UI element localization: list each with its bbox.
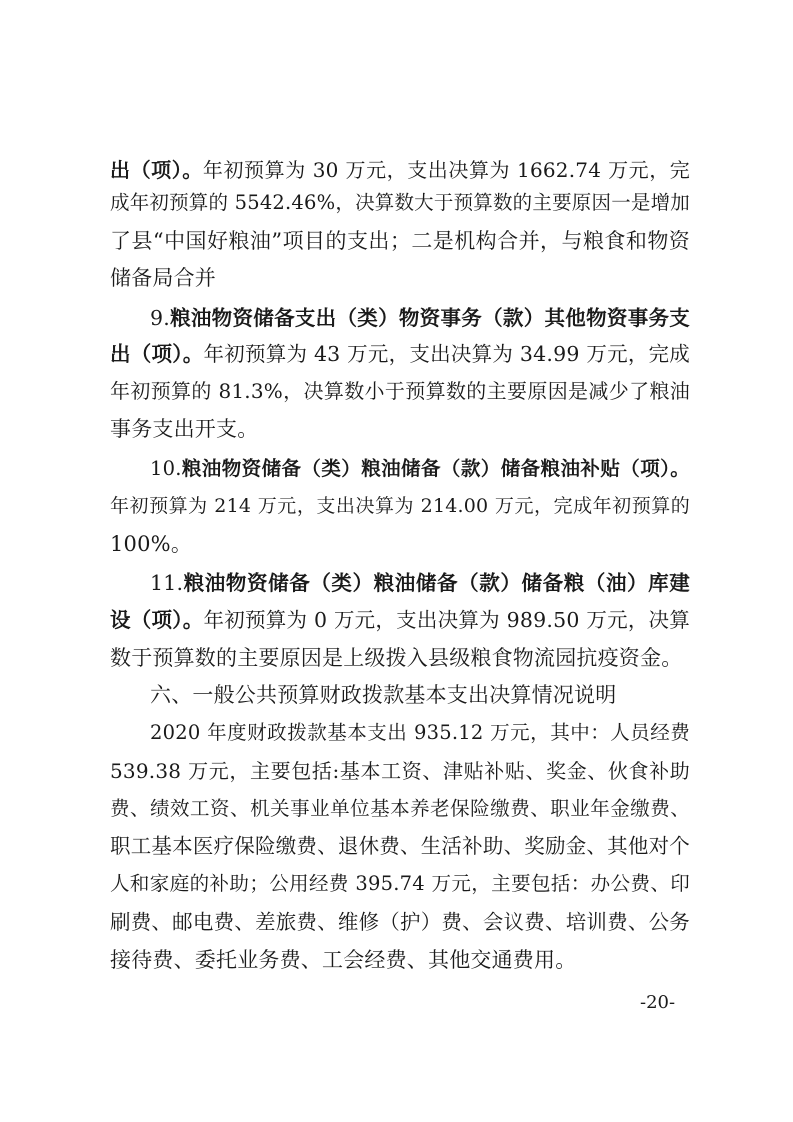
text-line <box>110 228 690 254</box>
body-text: 年初预算的 81.3%，决算数小于预算数的主要原因是减少了粮油 <box>110 379 690 403</box>
text-line <box>110 493 690 519</box>
text-line <box>150 456 690 482</box>
text-line <box>110 341 690 367</box>
body-text: 年初预算为 43 万元，支出决算为 34.99 万元，完成 <box>203 342 691 366</box>
text-line <box>110 909 690 935</box>
body-text: 年初预算为 30 万元，支出决算为 1662.74 万元，完 <box>202 158 690 182</box>
body-text: 100%。 <box>110 532 193 556</box>
text-line <box>110 947 690 973</box>
text-line <box>110 416 690 442</box>
bold-text: 粮油物资储备（类）粮油储备（款）储备粮（油）库建 <box>183 571 690 595</box>
text-line <box>110 265 690 291</box>
bold-text: 出（项）。 <box>110 342 204 366</box>
body-text: 人和家庭的补助；公用经费 395.74 万元，主要包括：办公费、印 <box>110 872 690 895</box>
body-text: 费、绩效工资、机关事业单位基本养老保险缴费、职业年金缴费、 <box>110 797 690 820</box>
body-text: 刷费、邮电费、差旅费、维修（护）费、会议费、培训费、公务 <box>110 910 690 934</box>
text-line <box>110 796 690 822</box>
text-line <box>110 607 690 633</box>
body-text: 数于预算数的主要原因是上级拨入县级粮食物流园抗疫资金。 <box>110 646 683 670</box>
item-number: 9. <box>150 306 170 330</box>
text-line <box>110 871 690 897</box>
page-number: -20- <box>640 992 676 1013</box>
body-text: 年初预算为 0 万元，支出决算为 989.50 万元，决算 <box>203 608 691 632</box>
text-line <box>110 378 690 404</box>
body-text: 2020 年度财政拨款基本支出 935.12 万元，其中：人员经费 <box>150 721 690 744</box>
body-text: 事务支出开支。 <box>110 417 259 441</box>
text-line <box>110 645 690 671</box>
text-line <box>110 758 690 784</box>
body-text: 职工基本医疗保险缴费、退休费、生活补助、奖励金、其他对个 <box>110 834 690 858</box>
text-line <box>110 833 690 859</box>
body-text: 成年初预算的 5542.46%，决算数大于预算数的主要原因一是增加 <box>110 191 690 214</box>
body-text: 年初预算为 214 万元，支出决算为 214.00 万元，完成年初预算的 <box>110 495 690 517</box>
item-number: 11. <box>150 571 184 595</box>
item-number: 10. <box>150 457 182 480</box>
bold-text: 粮油物资储备（类）粮油储备（款）储备粮油补贴（项）。 <box>181 457 690 480</box>
section-heading <box>150 682 690 708</box>
text-line <box>110 157 690 183</box>
body-text: 接待费、委托业务费、工会经费、其他交通费用。 <box>110 948 577 972</box>
bold-text: 粮油物资储备支出（类）物资事务（款）其他物资事务支 <box>169 306 690 330</box>
text-line <box>110 190 690 216</box>
body-text: 储备局合并 <box>110 266 216 290</box>
text-line <box>150 570 690 596</box>
bold-text: 出（项）。 <box>110 158 203 182</box>
text-line <box>110 531 690 557</box>
text-line <box>150 305 690 331</box>
bold-text: 设（项）。 <box>110 608 204 632</box>
body-text: 539.38 万元，主要包括:基本工资、津贴补贴、奖金、伙食补助 <box>110 759 690 783</box>
body-text: 了县“中国好粮油”项目的支出；二是机构合并，与粮食和物资 <box>110 229 690 253</box>
text-line <box>150 720 690 746</box>
section-heading-text: 六、一般公共预算财政拨款基本支出决算情况说明 <box>150 683 617 707</box>
